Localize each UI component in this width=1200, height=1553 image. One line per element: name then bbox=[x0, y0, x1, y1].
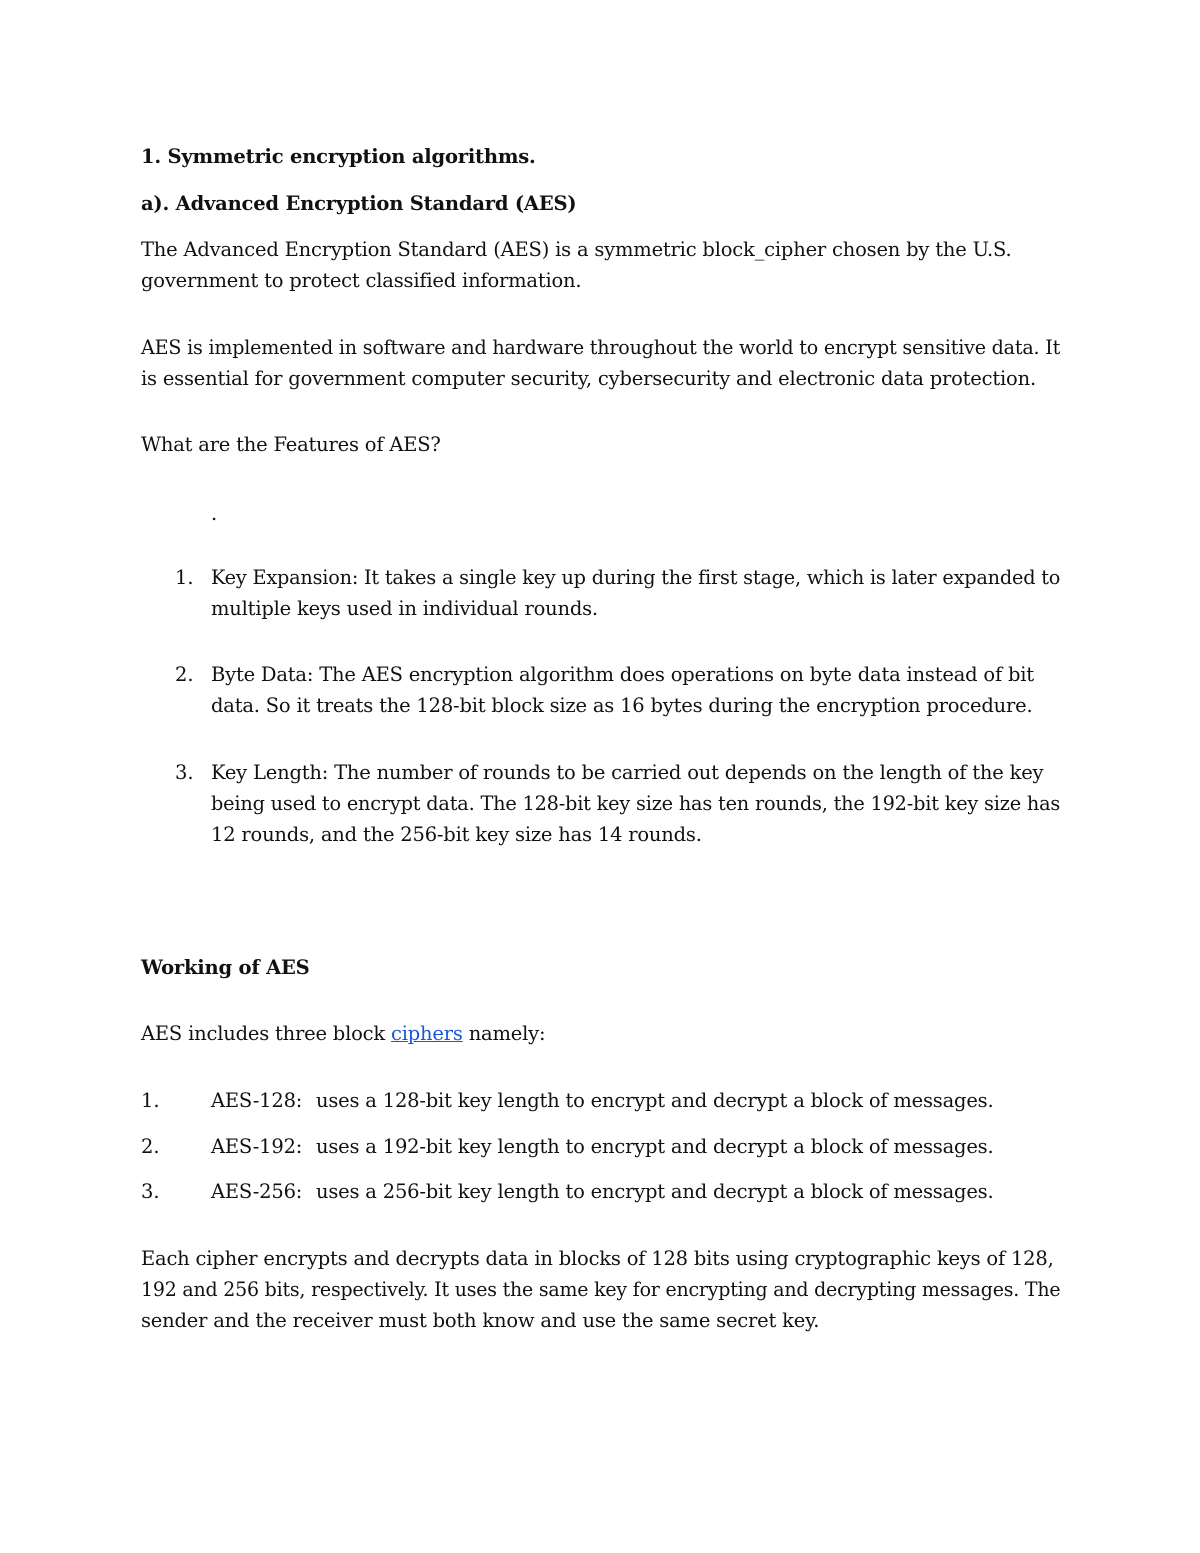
section-heading: 1. Symmetric encryption algorithms. bbox=[141, 145, 536, 168]
stray-dot: . bbox=[211, 502, 218, 525]
cipher-name: AES-256: bbox=[211, 1180, 303, 1203]
intro-paragraph-line: The Advanced Encryption Standard (AES) is a symmetric block_cipher chosen by the U.S. bbox=[141, 238, 1012, 261]
intro-paragraph-line: government to protect classified information. bbox=[141, 269, 582, 292]
working-intro-text: AES includes three block bbox=[141, 1022, 386, 1045]
cipher-description: uses a 256-bit key length to encrypt and decrypt a block of messages. bbox=[316, 1180, 994, 1203]
list-number: 1. bbox=[141, 1089, 160, 1112]
cipher-name: AES-192: bbox=[211, 1135, 303, 1158]
list-number: 3. bbox=[141, 1180, 160, 1203]
working-heading: Working of AES bbox=[141, 956, 310, 979]
ciphers-link[interactable]: ciphers bbox=[391, 1022, 463, 1045]
list-item-text: Key Expansion: It takes a single key up during the first stage, which is later expanded to bbox=[211, 566, 1061, 589]
list-item-text: data. So it treats the 128-bit block size as 16 bytes during the encryption procedure. bbox=[211, 694, 1033, 717]
list-number: 1. bbox=[175, 566, 194, 589]
list-item-text: being used to encrypt data. The 128-bit key size has ten rounds, the 192-bit key size has bbox=[211, 792, 1061, 815]
intro-paragraph-line: AES is implemented in software and hardware throughout the world to encrypt sensitive data. It bbox=[141, 336, 1061, 359]
cipher-name: AES-128: bbox=[211, 1089, 303, 1112]
closing-paragraph-line: sender and the receiver must both know and use the same secret key. bbox=[141, 1309, 820, 1332]
list-item-text: multiple keys used in individual rounds. bbox=[211, 597, 598, 620]
closing-paragraph-line: 192 and 256 bits, respectively. It uses the same key for encrypting and decrypting messages. The bbox=[141, 1278, 1061, 1301]
working-intro bbox=[141, 1018, 545, 1049]
intro-paragraph-line: is essential for government computer security, cybersecurity and electronic data protection. bbox=[141, 367, 1036, 390]
closing-paragraph-line: Each cipher encrypts and decrypts data in blocks of 128 bits using cryptographic keys of 128, bbox=[141, 1247, 1054, 1270]
cipher-description: uses a 128-bit key length to encrypt and decrypt a block of messages. bbox=[316, 1089, 994, 1112]
list-item-text: 12 rounds, and the 256-bit key size has 14 rounds. bbox=[211, 823, 702, 846]
working-intro-text: namely: bbox=[468, 1022, 546, 1045]
subsection-heading: a). Advanced Encryption Standard (AES) bbox=[141, 192, 577, 215]
list-number: 2. bbox=[141, 1135, 160, 1158]
features-question: What are the Features of AES? bbox=[141, 433, 441, 456]
cipher-description: uses a 192-bit key length to encrypt and decrypt a block of messages. bbox=[316, 1135, 994, 1158]
list-item-text: Key Length: The number of rounds to be carried out depends on the length of the key bbox=[211, 761, 1044, 784]
list-number: 2. bbox=[175, 663, 194, 686]
list-number: 3. bbox=[175, 761, 194, 784]
list-item-text: Byte Data: The AES encryption algorithm does operations on byte data instead of bit bbox=[211, 663, 1034, 686]
